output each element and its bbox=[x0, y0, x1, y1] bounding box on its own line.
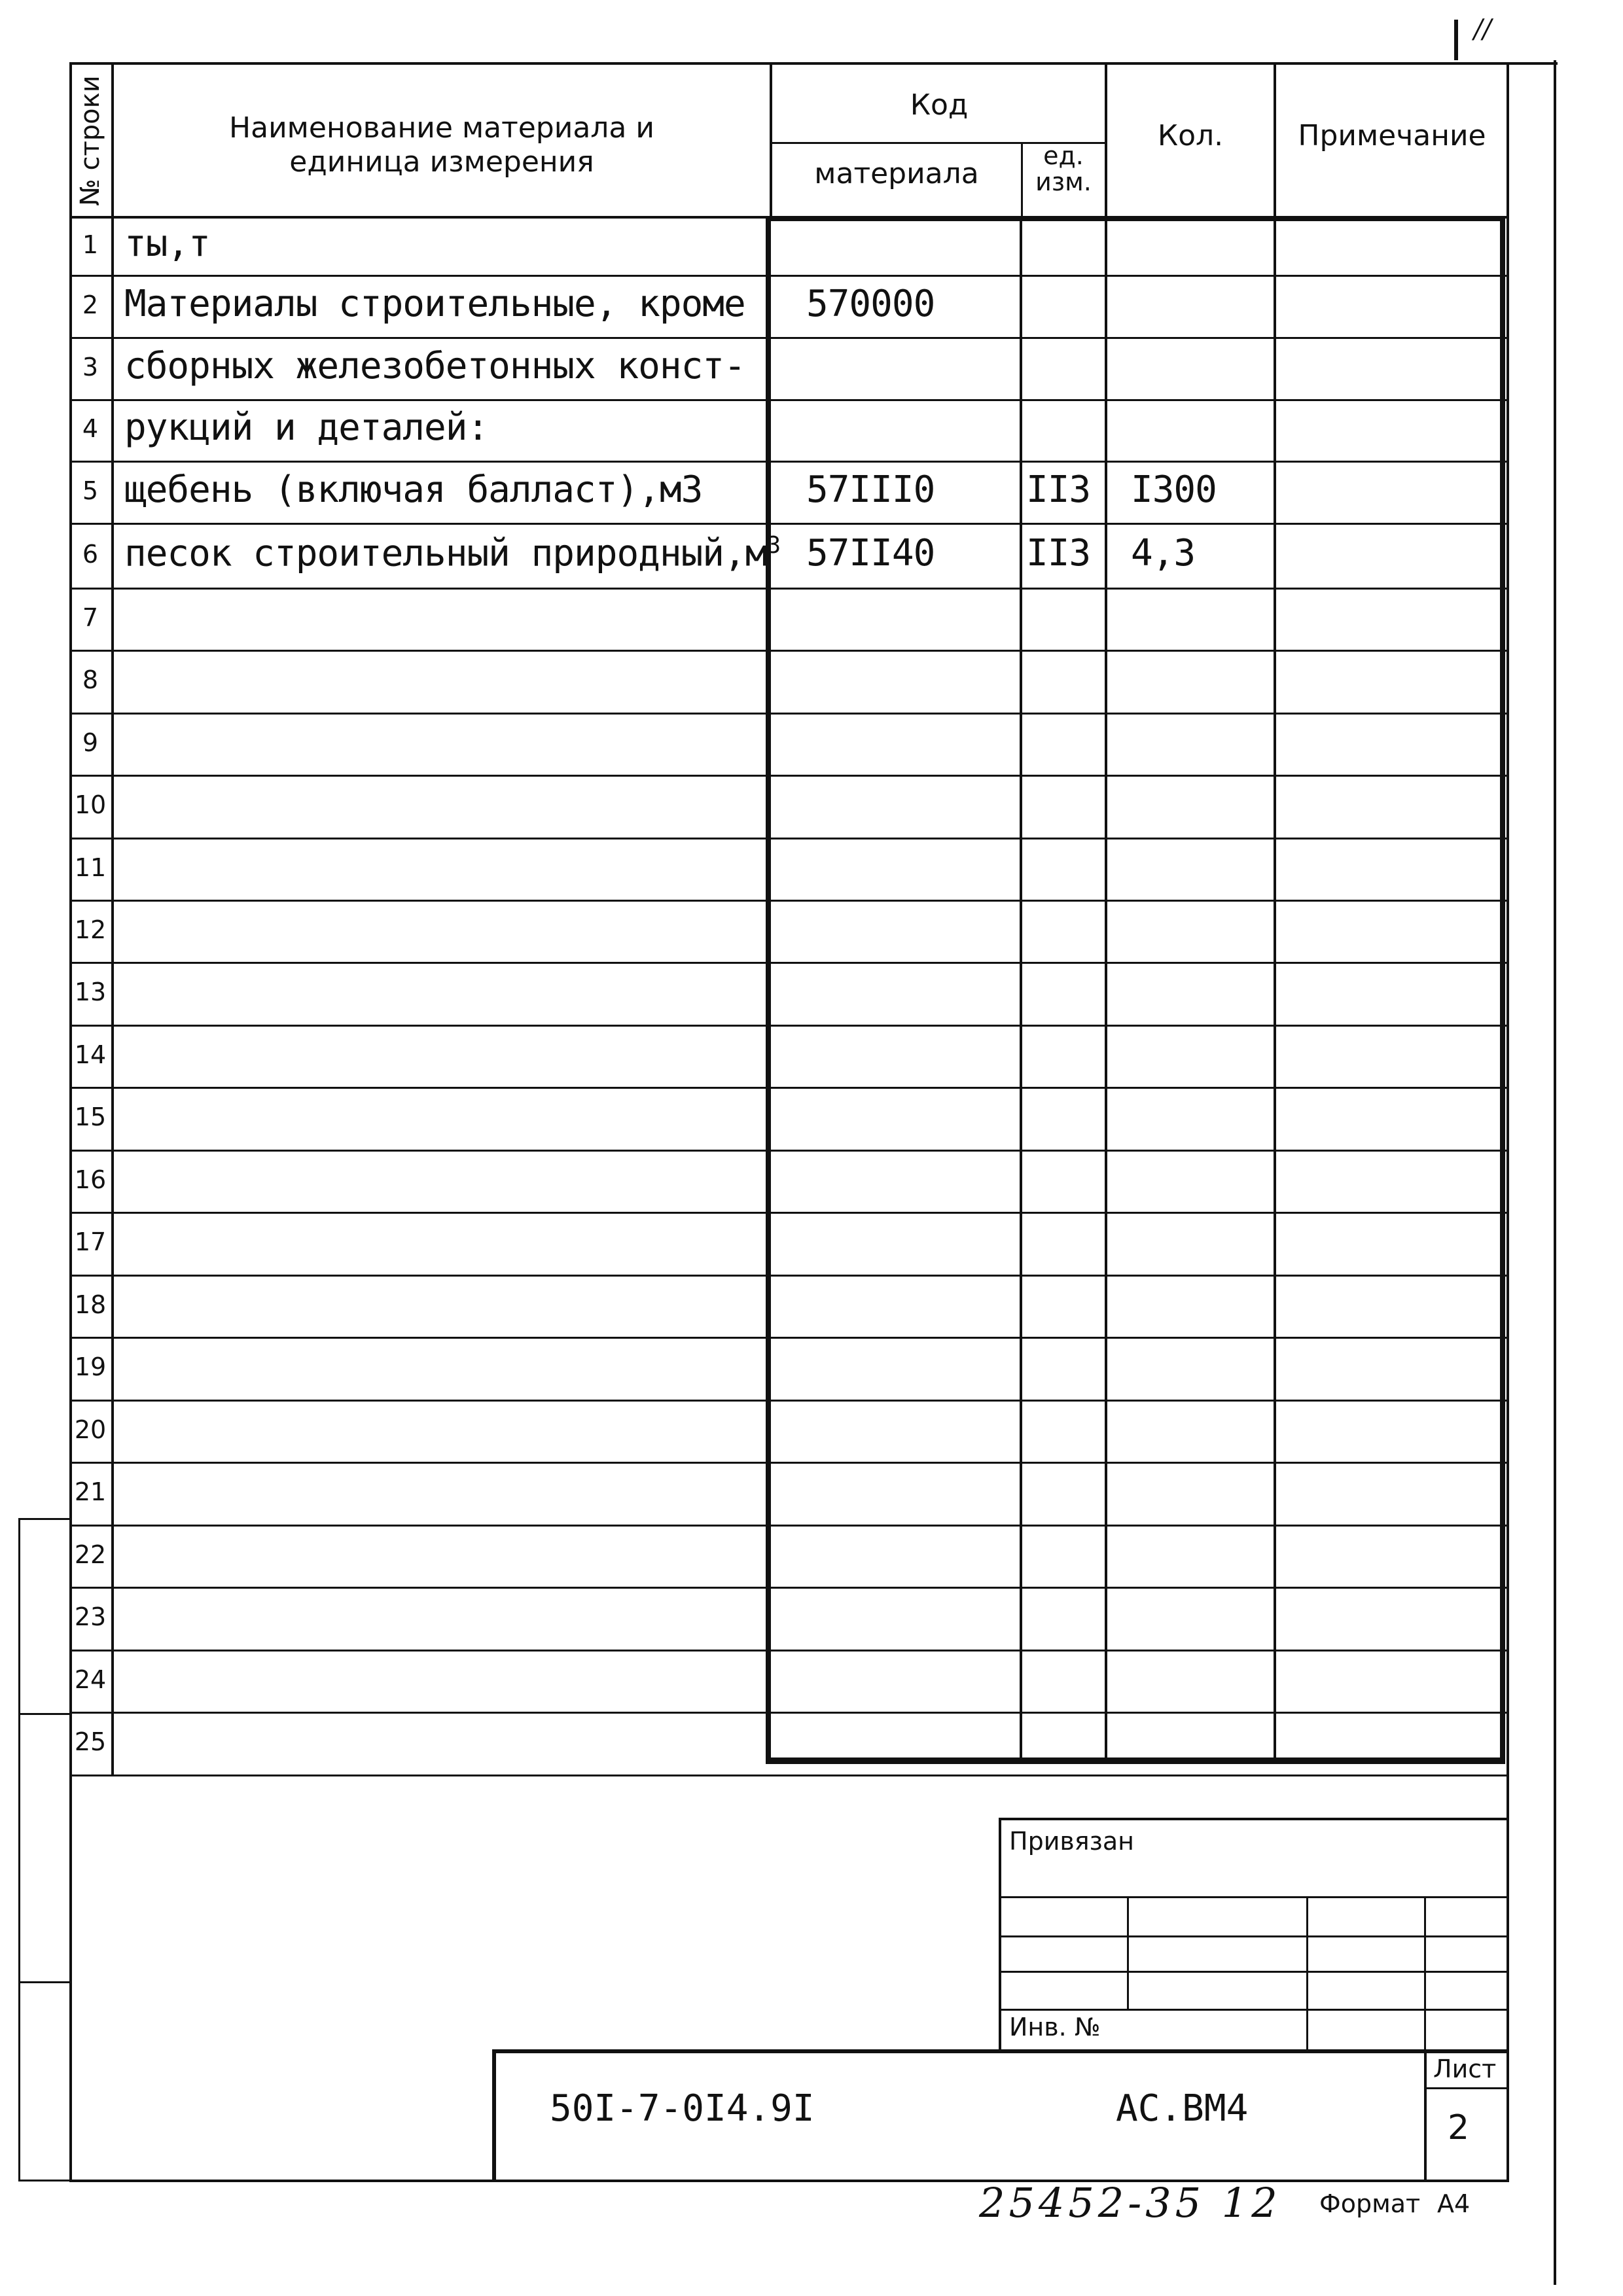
row-number: 13 bbox=[74, 978, 107, 1006]
doc-part: АС.ВМ4 bbox=[1116, 2087, 1249, 2130]
row-number: 3 bbox=[82, 352, 99, 381]
sheet-label: Лист bbox=[1433, 2055, 1497, 2083]
row-qty: 4,3 bbox=[1131, 531, 1196, 574]
row-number: 19 bbox=[74, 1352, 107, 1381]
row-number: 8 bbox=[82, 665, 99, 694]
row-name: сборных железобетонных конст- bbox=[124, 344, 745, 387]
row-name: щебень (включая балласт),м3 bbox=[124, 468, 703, 511]
row-unit: II3 bbox=[1026, 531, 1091, 574]
table-row bbox=[69, 1526, 1509, 1588]
row-number: 15 bbox=[74, 1103, 107, 1131]
row-name: рукций и деталей: bbox=[124, 406, 489, 449]
table-row bbox=[69, 1276, 1509, 1338]
table-row bbox=[69, 1401, 1509, 1463]
table-row bbox=[69, 1026, 1509, 1088]
table-row bbox=[69, 1463, 1509, 1526]
row-number: 18 bbox=[74, 1290, 107, 1319]
row-name-superscript: 3 bbox=[766, 531, 781, 559]
table-row bbox=[69, 1588, 1509, 1651]
name-header-line1: Наименование материала и bbox=[229, 111, 654, 145]
row-number: 24 bbox=[74, 1665, 107, 1694]
row-name: Материалы строительные, кроме bbox=[124, 282, 745, 325]
row-unit: II3 bbox=[1026, 468, 1091, 511]
table-row bbox=[69, 589, 1509, 651]
row-number: 14 bbox=[74, 1040, 107, 1069]
table-row bbox=[69, 219, 1509, 276]
table-row bbox=[69, 1088, 1509, 1151]
format-label: Формат bbox=[1319, 2189, 1421, 2218]
row-number: 12 bbox=[74, 915, 107, 944]
table-row bbox=[69, 1651, 1509, 1713]
name-header-line2: единица измерения bbox=[289, 145, 594, 179]
attached-label: Привязан bbox=[1009, 1827, 1134, 1856]
corner-mark: // bbox=[1474, 14, 1491, 44]
row-number: 20 bbox=[74, 1415, 107, 1444]
table-row bbox=[69, 839, 1509, 901]
doc-code: 50I-7-0I4.9I bbox=[550, 2087, 815, 2130]
row-number: 9 bbox=[82, 728, 99, 757]
handwritten-number: 25452-35 12 bbox=[979, 2179, 1281, 2227]
table-row bbox=[69, 1713, 1509, 1776]
table-row bbox=[69, 1151, 1509, 1213]
row-number: 6 bbox=[82, 539, 99, 569]
row-number: 21 bbox=[74, 1477, 107, 1506]
row-number: 25 bbox=[74, 1727, 107, 1756]
frame-top-line bbox=[69, 62, 1558, 65]
row-number: 7 bbox=[82, 603, 99, 632]
inv-number-label: Инв. № bbox=[1009, 2013, 1101, 2041]
code-unit-header-line2: изм. bbox=[1035, 168, 1092, 196]
row-number: 10 bbox=[74, 790, 107, 819]
row-code: 57III0 bbox=[806, 468, 935, 511]
sheet-number: 2 bbox=[1448, 2108, 1470, 2147]
row-number: 2 bbox=[82, 290, 99, 319]
code-group-header: Код bbox=[910, 88, 969, 122]
row-qty: I300 bbox=[1131, 468, 1217, 511]
row-name: ты,т bbox=[124, 222, 210, 265]
row-number: 23 bbox=[74, 1602, 107, 1631]
row-number: 22 bbox=[74, 1540, 107, 1569]
row-code: 570000 bbox=[806, 282, 935, 325]
code-material-header: материала bbox=[814, 157, 979, 190]
table-row bbox=[69, 963, 1509, 1026]
row-name: песок строительный $природный,м^3$ bbox=[124, 531, 781, 575]
table-row bbox=[69, 651, 1509, 714]
row-code: 57II40 bbox=[806, 531, 935, 574]
row-number: 5 bbox=[82, 476, 99, 505]
row-number: 16 bbox=[74, 1165, 107, 1194]
table-row bbox=[69, 901, 1509, 963]
row-number: 17 bbox=[74, 1227, 107, 1256]
qty-header: Кол. bbox=[1157, 119, 1224, 152]
format-value: А4 bbox=[1437, 2189, 1471, 2218]
code-unit-header-line1: ед. bbox=[1043, 141, 1084, 170]
table-row bbox=[69, 1213, 1509, 1276]
table-row bbox=[69, 714, 1509, 776]
note-header: Примечание bbox=[1298, 119, 1486, 152]
table-row bbox=[69, 1338, 1509, 1401]
page-edge-line bbox=[1554, 60, 1556, 2285]
table-row bbox=[69, 776, 1509, 839]
frame-bottom-line bbox=[69, 2180, 1509, 2182]
row-number: 1 bbox=[82, 230, 99, 259]
row-number: 4 bbox=[82, 414, 99, 443]
row-number: 11 bbox=[74, 853, 107, 882]
row-number-header: № строки bbox=[75, 75, 105, 206]
